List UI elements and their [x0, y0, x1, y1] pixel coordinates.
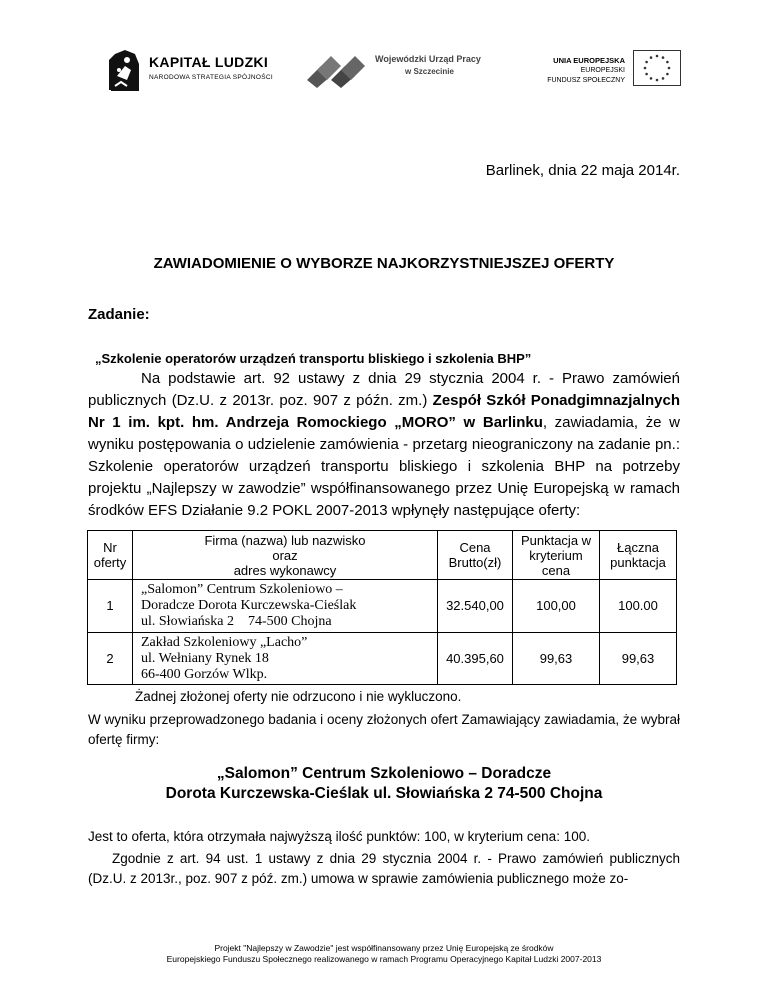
header-nr: Nr oferty — [88, 531, 133, 580]
cell-nr: 1 — [88, 580, 133, 633]
legal-paragraph: Zgodnie z art. 94 ust. 1 ustawy z dnia 29 stycznia 2004 r. - Prawo zamówień publicznych (Dz.U. z 2013r., poz. 907 z póź. zm.) umowa w sprawie zamówienia publicznego może zo- — [88, 851, 680, 886]
no-rejections-note: Żadnej złożonej oferty nie odrzucono i nie wykluczono. — [135, 689, 462, 704]
eu-logo — [525, 48, 685, 98]
wup-city: w Szczecinie — [405, 67, 454, 76]
wup-name: Wojewódzki Urząd Pracy — [375, 54, 481, 64]
wup-emblem — [305, 50, 369, 88]
table-row — [88, 633, 677, 685]
header-logos — [95, 40, 680, 100]
header-firm: Firma (nazwa) lub nazwisko oraz adres wykonawcy — [133, 531, 438, 580]
cell-total: 99,63 — [600, 633, 677, 685]
table-header-row — [88, 531, 677, 580]
cell-firm: Zakład Szkoleniowy „Lacho” ul. Wełniany Rynek 18 66-400 Gorzów Wlkp. — [133, 633, 438, 685]
eu-line3: FUNDUSZ SPOŁECZNY — [547, 77, 625, 84]
cell-total: 100.00 — [600, 580, 677, 633]
winner-line1: „Salomon” Centrum Szkoleniowo – Doradcze — [216, 765, 552, 782]
task-title: „Szkolenie operatorów urządzeń transportu bliskiego i szkolenia BHP” — [95, 351, 532, 366]
wup-logo — [305, 50, 515, 94]
cell-price: 32.540,00 — [438, 580, 513, 633]
selection-statement: W wyniku przeprowadzonego badania i oceny złożonych ofert Zamawiający zawiadamia, że wybrał ofertę firmy: — [88, 712, 680, 747]
intro-rest: , zawiadamia, że w wyniku postępowania o udzielenie zamówienia - przetarg nieograniczony na zadanie pn.: Szkolenie operatorów urządzeń transportu bliskiego i szkolenia BHP na potrzeby projektu „Najlepszy w zawodzie” współfinansowanego przez Unię Europejską w ramach środków EFS Działanie 9.2 POKL 2007-2013 wpłynęły następujące oferty: — [88, 414, 680, 519]
header-total: Łączna punktacja — [600, 531, 677, 580]
cell-points: 99,63 — [513, 633, 600, 685]
kapital-ludzki-subtitle: NARODOWA STRATEGIA SPÓJNOŚCI — [149, 74, 273, 81]
school-name: Zespół Szkół Ponadgimnazjalnych Nr 1 im. kpt. hm. Andrzeja Romockiego „MORO” w Barlinku — [88, 392, 680, 431]
winning-offer — [0, 764, 768, 804]
cell-firm: „Salomon” Centrum Szkoleniowo – Doradcze Dorota Kurczewska-Cieślak ul. Słowiańska 2 74-500 Chojna — [133, 580, 438, 633]
cell-points: 100,00 — [513, 580, 600, 633]
intro-paragraph — [88, 368, 680, 522]
intro-text: Na podstawie art. 92 ustawy z dnia 29 stycznia 2004 r. - Prawo zamówień publicznych (Dz.U. z 2013r. poz. 907 z późn. zm.) — [88, 370, 680, 409]
document-heading: ZAWIADOMIENIE O WYBORZE NAJKORZYSTNIEJSZEJ OFERTY — [153, 255, 615, 272]
header-points: Punktacja w kryterium cena — [513, 531, 600, 580]
winner-line2: Dorota Kurczewska-Cieślak ul. Słowiańska 2 74-500 Chojna — [165, 785, 603, 802]
kapital-ludzki-emblem — [105, 46, 143, 94]
document-date: Barlinek, dnia 22 maja 2014r. — [485, 162, 680, 179]
score-note: Jest to oferta, która otrzymała najwyższą ilość punktów: 100, w kryterium cena: 100. — [88, 829, 590, 844]
footer-line2: Europejskiego Funduszu Społecznego realizowanego w ramach Programu Operacyjnego Kapitał Ludzki 2007-2013 — [166, 954, 602, 964]
table-row — [88, 580, 677, 633]
kapital-ludzki-logo — [105, 46, 275, 98]
project-footer — [0, 943, 768, 965]
kapital-ludzki-title: KAPITAŁ LUDZKI — [149, 54, 269, 70]
eu-line1: UNIA EUROPEJSKA — [553, 56, 625, 65]
header-price: Cena Brutto(zł) — [438, 531, 513, 580]
cell-price: 40.395,60 — [438, 633, 513, 685]
eu-flag-icon — [633, 50, 681, 86]
footer-line1: Projekt "Najlepszy w Zawodzie" jest współfinansowany przez Unię Europejską ze środków — [214, 943, 554, 953]
eu-line2: EUROPEJSKI — [580, 67, 625, 74]
task-label: Zadanie: — [88, 306, 150, 323]
eu-logo-text — [525, 56, 625, 86]
cell-nr: 2 — [88, 633, 133, 685]
offers-table — [87, 530, 677, 685]
